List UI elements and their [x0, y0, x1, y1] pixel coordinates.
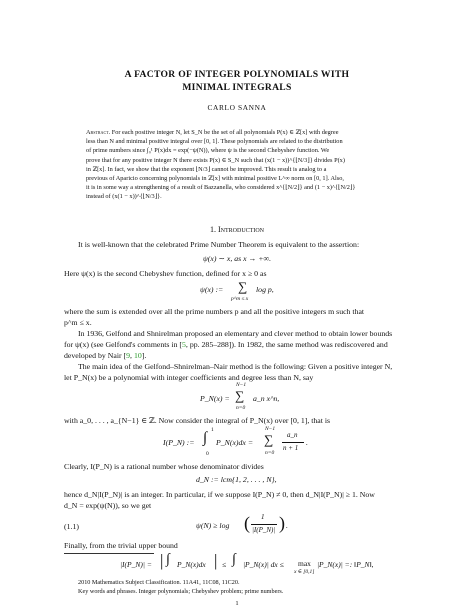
eq4-integral-symbol: ∫: [203, 430, 208, 446]
equation-pn-lhs: P_N(x) =: [200, 394, 230, 403]
author-name: CARLO SANNA: [207, 103, 267, 112]
eq7-abs-right: |: [214, 551, 218, 570]
section-heading: 1. Introduction: [210, 225, 264, 234]
eq6-right-paren: ): [279, 513, 285, 533]
body-paragraph-9: Finally, from the trivial upper bound: [64, 541, 178, 550]
abstract-line-8: instead of (x(1 − x))^{⌊N/3⌋}.: [86, 193, 162, 201]
eq4-sum-symbol: ∑: [264, 432, 274, 447]
eq7-part-c: ≤: [222, 560, 227, 569]
eq7-part-b: P_N(x)dx: [177, 560, 206, 569]
equation-1-1-lhs: ψ(N) ≥ log: [196, 521, 230, 530]
citation-9[interactable]: 9: [126, 351, 131, 360]
equation-dn: d_N := lcm{1, 2, . . . , N},: [196, 475, 277, 484]
body-paragraph-3b: p^m ≤ x.: [64, 318, 92, 327]
body-paragraph-3a: where the sum is extended over all the prime numbers p and all the positive integers m such that: [64, 307, 365, 316]
eq4-sum-upper: N−1: [265, 426, 276, 432]
equation-pnt: ψ(x) ∼ x, as x → +∞.: [202, 254, 272, 263]
eq7-part-a: |I(P_N)| =: [120, 560, 152, 569]
page-number: 1: [235, 600, 239, 607]
citation-10[interactable]: 10: [133, 351, 142, 360]
body-paragraph-8a: hence d_N|I(P_N)| is an integer. In particular, if we suppose I(P_N) ≠ 0, then d_N|I(P_N)| ≥ 1. Now: [64, 490, 375, 499]
eq6-left-paren: (: [244, 513, 250, 533]
abstract-line-6: previous of Aparicio concerning polynomials in ℤ[x] with minimal positive L^∞ norm on [0, 1]. Also,: [86, 175, 344, 183]
sum-symbol: ∑: [238, 279, 248, 294]
body-paragraph-7: Clearly, I(P_N) is a rational number whose denominator divides: [64, 462, 264, 471]
eq7-integral-1: ∫: [166, 552, 170, 567]
abstract: [86, 128, 390, 202]
equation-pn-rhs: a_n x^n,: [253, 394, 280, 403]
abstract-label: Abstract.: [86, 129, 111, 136]
eq6-period: .: [286, 521, 288, 530]
footnote-keywords: Key words and phrases. Integer polynomials; Chebyshev problem; prime numbers.: [78, 588, 284, 595]
eq4-sum-lower: n=0: [265, 450, 275, 456]
body-paragraph-4b: for ψ(x) (see Gelfond's comments in [5, pp. 285–288]). In 1982, the same method was rediscovered and: [64, 340, 388, 349]
body-paragraph-1: It is well-known that the celebrated Prime Number Theorem is equivalent to the assertion:: [78, 240, 360, 249]
abstract-line-7: it is in some way a strengthening of a result of Bazzanella, who considered x^{⌊N/2⌋} and (1 − x)^{⌊N/2⌋}: [86, 184, 356, 192]
body-paragraph-4c: developed by Nair [9, 10].: [64, 351, 147, 360]
body-paragraph-8b: d_N = exp(ψ(N)), so we get: [64, 501, 152, 510]
eq7-max-subscript: x ∈ [0,1]: [294, 569, 315, 575]
citation-5[interactable]: 5: [182, 340, 186, 349]
equation-i-lhs: I(P_N) :=: [163, 438, 195, 447]
footnote-msc: 2010 Mathematics Subject Classification. 11A41, 11C08, 11C20.: [78, 579, 240, 586]
equation-tag-1-1: (1.1): [64, 522, 79, 531]
eq3-sum-lower: n=0: [236, 405, 246, 411]
body-paragraph-6: with a_0, . . . , a_{N−1} ∈ ℤ. Now consider the integral of P_N(x) over [0, 1], that is: [64, 416, 331, 425]
abstract-text-1: For each positive integer N, let S_N be the set of all polynomials P(x) ∈ ℤ[x] with degree: [111, 129, 339, 136]
abstract-line-3: of prime numbers since ∫₀¹ P(x)dx = exp(−ψ(N)), where ψ is the second Chebyshev function. We: [86, 147, 330, 155]
equation-psi-lhs: ψ(x) :=: [200, 285, 224, 294]
title-line-2: MINIMAL INTEGRALS: [182, 82, 292, 93]
equation-psi-rhs: log p,: [256, 285, 274, 294]
footnote-rule: [64, 553, 154, 554]
eq7-abs-left: |: [160, 551, 164, 570]
eq4-fraction-denominator: n + 1: [283, 444, 299, 452]
eq7-part-e: |P_N(x)| =: ‖P_N‖,: [317, 560, 374, 569]
equation-i-middle: P_N(x)dx =: [216, 438, 254, 447]
eq6-fraction-denominator: |I(P_N)|: [252, 526, 276, 534]
eq4-int-lower: 0: [206, 451, 209, 457]
abstract-line-5: in ℤ[x]. In fact, we show that the exponent ⌊N/3⌋ cannot be improved. This result is analog to a: [86, 165, 327, 173]
eq6-fraction-numerator: 1: [261, 513, 265, 521]
abstract-line-2: less than N and minimal positive integral over [0, 1]. These polynomials are related to the distribution: [86, 138, 343, 146]
eq4-int-upper: 1: [211, 427, 214, 433]
body-paragraph-2: Here ψ(x) is the second Chebyshev function, defined for x ≥ 0 as: [64, 269, 267, 278]
eq3-sum-upper: N−1: [236, 382, 247, 388]
body-paragraph-5b: let P_N(x) be a polynomial with integer coefficients and degree less than N, say: [64, 373, 314, 382]
body-paragraph-4a: In 1936, Gelfond and Shnirelman proposed an elementary and clever method to obtain lower bounds: [78, 329, 393, 338]
eq6-fraction-bar: [251, 524, 277, 525]
eq4-period: .: [306, 438, 308, 447]
body-paragraph-5a: The main idea of the Gelfond–Shnirelman–Nair method is the following: Given a positive integer N,: [78, 362, 393, 371]
abstract-line-4: prove that for any positive integer N there exists P(x) ∈ S_N such that (x(1 − x))^{⌊N/3⌋} divides P(x): [86, 156, 345, 164]
eq4-fraction-numerator: a_n: [287, 431, 298, 439]
eq7-max: max: [298, 559, 311, 568]
title-line-1: A FACTOR OF INTEGER POLYNOMIALS WITH: [124, 69, 350, 80]
eq3-sum-symbol: ∑: [235, 388, 245, 403]
abstract-line-1: [86, 128, 390, 137]
paper-title: [0, 68, 474, 94]
sum-subscript: p^m ≤ x: [231, 296, 249, 302]
eq7-part-d: |P_N(x)| dx ≤: [243, 560, 284, 569]
eq4-fraction-bar: [282, 442, 304, 443]
eq7-integral-2: ∫: [232, 552, 236, 567]
